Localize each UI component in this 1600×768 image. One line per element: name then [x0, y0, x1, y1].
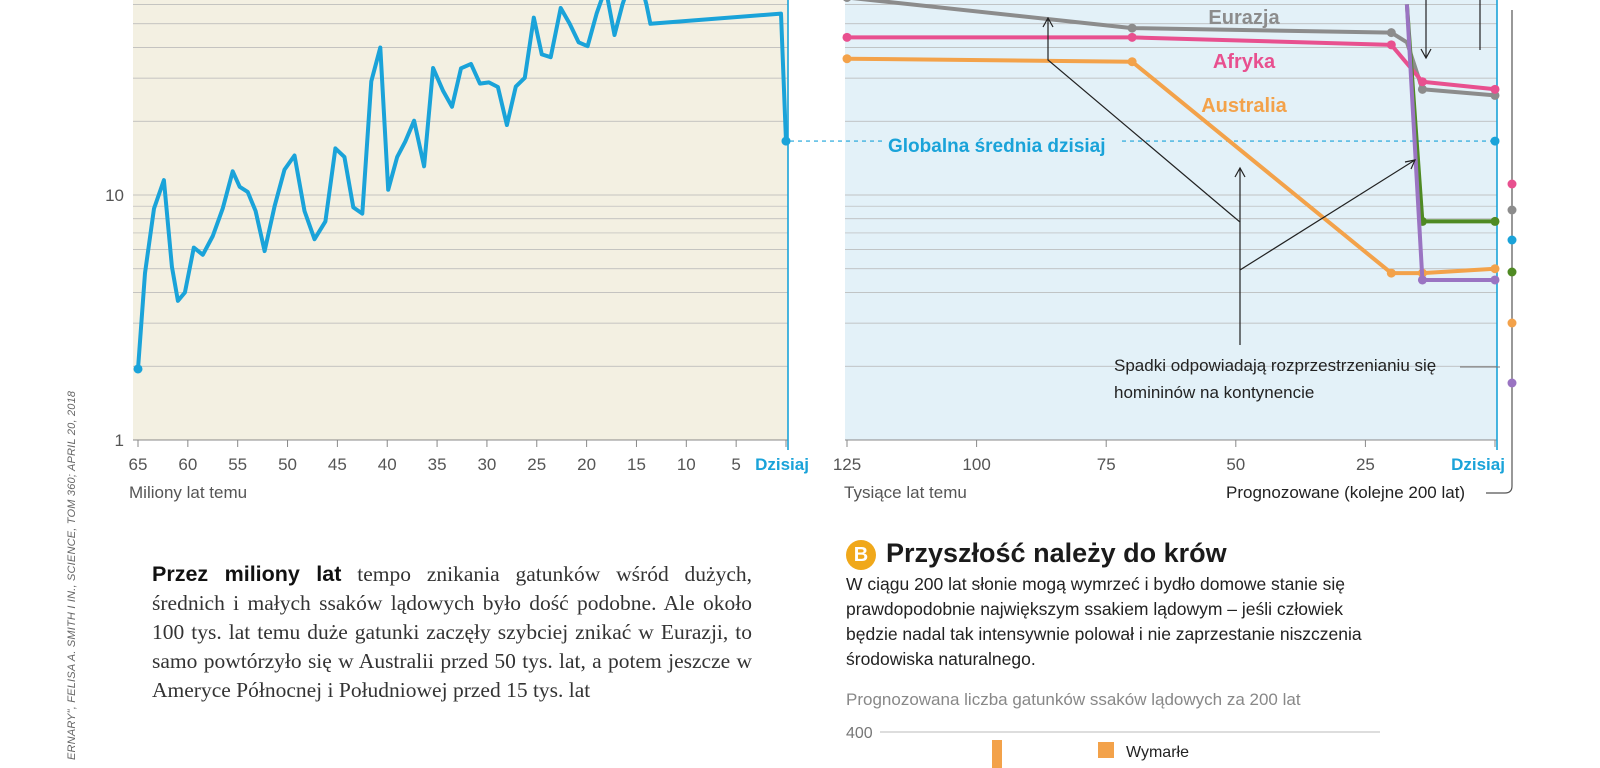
label-eurazja: Eurazja [1208, 7, 1280, 29]
left-x-axis-title: Miliony lat temu [129, 483, 248, 502]
series-point [1491, 275, 1500, 284]
series-point [1128, 24, 1137, 33]
left-tick-label: 15 [627, 455, 646, 474]
right-series-labels [1201, 7, 1287, 117]
panel-b-bar-partial [992, 740, 1002, 768]
projection-dot-eurazja [1508, 206, 1517, 215]
right-tick-label: 75 [1096, 455, 1116, 474]
series-point [1387, 28, 1396, 37]
left-y-tick-label: 1 [114, 431, 124, 450]
left-tick-label: 65 [128, 455, 148, 474]
label-afryka: Afryka [1212, 51, 1276, 73]
series-point [1387, 40, 1396, 49]
left-y-axis [105, 186, 124, 450]
panel-b-legend-swatch [1098, 742, 1114, 758]
label-australia: Australia [1201, 95, 1287, 117]
global-today-dot [782, 137, 791, 146]
series-point [1387, 269, 1396, 278]
right-tick-label: 100 [962, 455, 991, 474]
series-point [1491, 264, 1500, 273]
right-tick-label: 125 [832, 455, 862, 474]
global-start-dot [134, 364, 143, 373]
annotation-prognoza: Prognozowane (kolejne 200 lat) [1226, 483, 1466, 502]
right-tick-label: 50 [1226, 455, 1246, 474]
right-tick-label: Dzisiaj [1451, 455, 1505, 474]
left-tick-label: 40 [377, 455, 397, 474]
projection-dot-global [1508, 236, 1517, 245]
right-tick-label: 25 [1355, 455, 1375, 474]
series-point [1128, 57, 1137, 66]
left-tick-label: 60 [178, 455, 198, 474]
right-x-axis-title: Tysiące lat temu [844, 483, 967, 502]
series-point [1418, 77, 1427, 86]
left-tick-label: Dzisiaj [755, 455, 809, 474]
panel-b-title: Przyszłość należy do krów [886, 538, 1227, 568]
left-y-tick-label: 10 [105, 186, 124, 205]
panel-b-axis-top: 400 [846, 725, 873, 742]
series-point [1418, 275, 1427, 284]
left-plot-area [133, 0, 788, 440]
panel-b-description: W ciągu 200 lat słonie mogą wymrzeć i bydło domowe stanie się prawdopodobnie największym ssakiem lądowym – jeśli człowiek będzie nadal tak intensywnie polował i nie zaprzestanie niszczenia środowiska naturalnego. [846, 574, 1362, 669]
source-credit: ERNARY", FELISA A. SMITH I IN., SCIENCE, TOM 360; APRIL 20, 2018 [66, 390, 78, 760]
ref-dot [1491, 137, 1500, 146]
left-tick-label: 35 [427, 455, 447, 474]
series-point [1491, 85, 1500, 94]
left-tick-label: 10 [676, 455, 696, 474]
series-point [843, 33, 852, 42]
article-lead: Przez miliony lat [152, 562, 342, 586]
panel-b-badge: B [846, 540, 876, 570]
annotation-line-1: Spadki odpowiadają rozprzestrzenianiu się [1114, 356, 1437, 375]
series-point [843, 54, 852, 63]
panel-b-legend-wymarle: Wymarłe [1126, 744, 1189, 761]
series-point [1491, 217, 1500, 226]
series-point [1128, 33, 1137, 42]
left-tick-label: 50 [278, 455, 297, 474]
projection-dot-australia [1508, 319, 1517, 328]
article-text: tempo znikania gatunków wśród dużych, średnich i małych ssaków lądowych było dość podobne. Ale około 100 tys. lat temu duże gatunki zaczęły szybciej znikać w Eurazji, to samo powtórzyło się w Australii przed 50 tys. lat, a potem jeszcze w Ameryce Północnej i Południowej przed 15 tys. lat [152, 562, 752, 702]
article-body [152, 560, 752, 705]
left-tick-label: 5 [731, 455, 741, 474]
projection-dot-ameryka_pn [1508, 268, 1517, 277]
annotation-line-2: homininów na kontynencie [1114, 383, 1315, 402]
left-tick-label: 30 [477, 455, 497, 474]
projection-dot-ameryka_pd [1508, 379, 1517, 388]
projection-dot-afryka [1508, 180, 1517, 189]
left-tick-label: 20 [577, 455, 597, 474]
left-tick-label: 55 [228, 455, 248, 474]
panel-b-subtitle: Prognozowana liczba gatunków ssaków lądowych za 200 lat [846, 690, 1301, 709]
ref-line-label: Globalna średnia dzisiaj [888, 136, 1106, 157]
left-tick-label: 25 [527, 455, 547, 474]
left-tick-label: 45 [327, 455, 347, 474]
